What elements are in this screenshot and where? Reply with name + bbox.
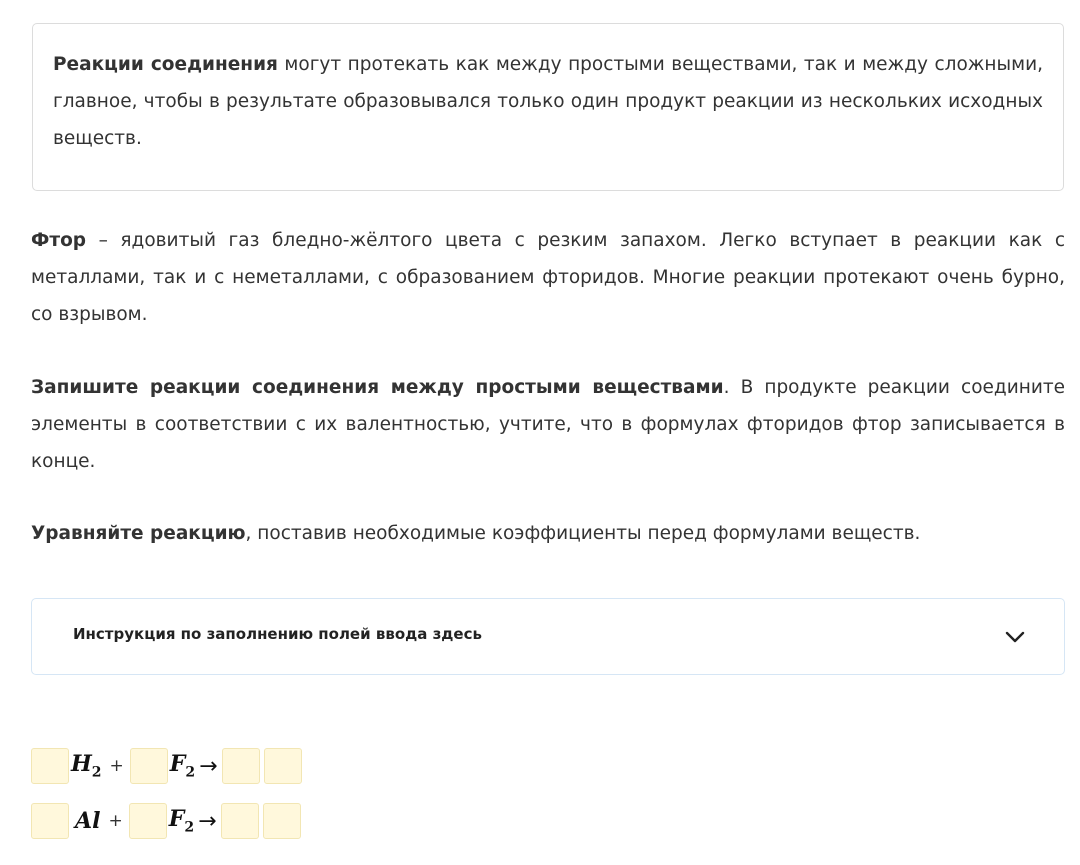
reactant-f2: $F_2$ xyxy=(168,806,195,836)
plus-sign: + xyxy=(109,756,124,776)
product-formula-input-1[interactable] xyxy=(264,748,302,784)
reactant-al: Al xyxy=(75,808,101,834)
balance-body: , поставив необходимые коэффициенты перед формулами веществ. xyxy=(245,523,921,544)
product-formula-input-2[interactable] xyxy=(263,803,301,839)
balance-paragraph xyxy=(31,515,1065,552)
info-box-bold: Реакции соединения xyxy=(53,54,278,75)
info-box-body: могут протекать как между простыми веществами, так и между сложными, главное, чтобы в результате образовывался только один продукт реакции из нескольких исходных веществ. xyxy=(53,54,1043,149)
fluorine-body: – ядовитый газ бледно-жёлтого цвета с резким запахом. Легко вступает в реакции как с металлами, так и с неметаллами, с образованием фторидов. Многие реакции протекают очень бурно, со взрывом. xyxy=(31,230,1065,325)
task-body: . В продукте реакции соедините элементы в соответствии с их валентностью, учтите, что в формулах фторидов фтор записывается в конце. xyxy=(31,377,1065,472)
instructions-accordion[interactable] xyxy=(31,598,1065,675)
fluorine-bold: Фтор xyxy=(31,230,87,251)
reactant-h2: $H_2$ xyxy=(71,751,102,781)
balance-bold: Уравняйте реакцию xyxy=(31,523,246,544)
reactant-f2: $F_2$ xyxy=(169,751,196,781)
reaction-arrow: → xyxy=(199,753,218,779)
equation-row-1 xyxy=(31,746,302,786)
info-box-text xyxy=(53,46,1043,157)
task-paragraph xyxy=(31,369,1065,480)
task-bold: Запишите реакции соединения между простыми веществами xyxy=(31,377,724,398)
fluorine-paragraph xyxy=(31,222,1065,333)
accordion-label: Инструкция по заполнению полей ввода здесь xyxy=(73,625,482,643)
coefficient-input-2-2[interactable] xyxy=(129,803,167,839)
equation-row-2 xyxy=(31,801,301,841)
info-box xyxy=(32,23,1064,191)
plus-sign: + xyxy=(108,811,123,831)
coefficient-input-1-1[interactable] xyxy=(31,748,69,784)
coefficient-input-2-1[interactable] xyxy=(31,803,69,839)
coefficient-input-1-2[interactable] xyxy=(130,748,168,784)
product-coefficient-input-1[interactable] xyxy=(222,748,260,784)
reaction-arrow: → xyxy=(198,808,217,834)
product-coefficient-input-2[interactable] xyxy=(221,803,259,839)
chevron-down-icon[interactable] xyxy=(1003,625,1027,649)
